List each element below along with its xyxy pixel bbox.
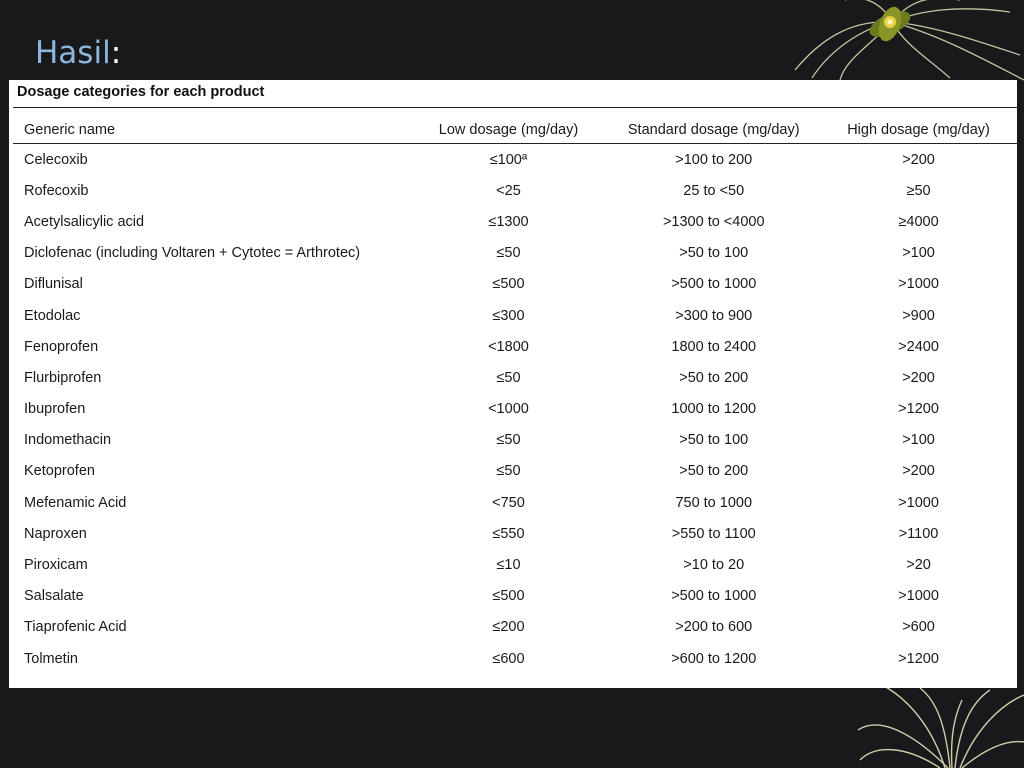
cell-low-dosage: ≤50 — [496, 245, 521, 262]
cell-generic-name: Diflunisal — [24, 276, 83, 293]
cell-high-dosage: >1200 — [898, 650, 939, 667]
cell-standard-dosage: >10 to 20 — [683, 557, 745, 574]
cell-standard-dosage: 25 to <50 — [683, 182, 745, 199]
table-row — [13, 238, 1017, 269]
table-row — [13, 269, 1017, 300]
cell-standard-dosage: >550 to 1100 — [671, 525, 756, 542]
column-header-low-dosage: Low dosage (mg/day) — [438, 122, 579, 138]
cell-low-dosage: ≤500 — [492, 588, 525, 605]
cell-low-dosage: <1000 — [488, 401, 529, 418]
cell-low-dosage: ≤200 — [492, 619, 525, 636]
cell-standard-dosage: >100 to 200 — [675, 151, 753, 168]
cell-low-dosage: ≤50 — [496, 463, 521, 480]
table-footnote-cutoff — [27, 685, 1007, 688]
cell-generic-name: Salsalate — [24, 588, 84, 605]
cell-generic-name: Ibuprofen — [24, 401, 86, 418]
cell-low-dosage: ≤500 — [492, 276, 525, 293]
cell-low-dosage: <25 — [496, 182, 521, 199]
table-top-rule — [13, 107, 1017, 108]
cell-standard-dosage: >600 to 1200 — [671, 650, 757, 667]
cell-high-dosage: >1200 — [898, 401, 939, 418]
slide-title-text: Hasil — [35, 35, 111, 71]
cell-high-dosage: ≥50 — [906, 182, 931, 199]
cell-high-dosage: >200 — [902, 369, 935, 386]
table-row — [13, 581, 1017, 612]
cell-high-dosage: >1100 — [898, 525, 939, 542]
cell-low-dosage: ≤600 — [492, 650, 525, 667]
table-row — [13, 394, 1017, 425]
table-row — [13, 331, 1017, 362]
cell-generic-name: Naproxen — [24, 525, 87, 542]
table-row — [13, 643, 1017, 674]
cell-standard-dosage: 1800 to 2400 — [671, 338, 757, 355]
cell-high-dosage: >1000 — [898, 494, 939, 511]
cell-high-dosage: >200 — [902, 151, 935, 168]
table-row — [13, 175, 1017, 206]
cell-high-dosage: >100 — [902, 432, 935, 449]
column-header-generic-name: Generic name — [24, 122, 116, 138]
table-row — [13, 425, 1017, 456]
table-row — [13, 456, 1017, 487]
table-row — [13, 300, 1017, 331]
cell-low-dosage: ≤50 — [496, 432, 521, 449]
cell-low-dosage: <1800 — [488, 338, 529, 355]
cell-standard-dosage: 1000 to 1200 — [671, 401, 757, 418]
cell-high-dosage: >900 — [902, 307, 935, 324]
table-row — [13, 206, 1017, 237]
cell-generic-name: Piroxicam — [24, 557, 88, 574]
slide-title — [35, 33, 121, 73]
column-header-high-dosage: High dosage (mg/day) — [847, 122, 990, 138]
cell-generic-name: Etodolac — [24, 307, 81, 324]
cell-high-dosage: >2400 — [898, 338, 939, 355]
table-row — [13, 144, 1017, 175]
cell-standard-dosage: >50 to 200 — [679, 369, 749, 386]
cell-generic-name: Indomethacin — [24, 432, 112, 449]
cell-low-dosage: <750 — [492, 494, 525, 511]
cell-generic-name: Mefenamic Acid — [24, 494, 127, 511]
table-caption: Dosage categories for each product — [17, 84, 265, 100]
cell-high-dosage: >1000 — [898, 276, 939, 293]
cell-high-dosage: >200 — [902, 463, 935, 480]
table-row — [13, 549, 1017, 580]
slide-title-colon: : — [110, 35, 122, 71]
cell-standard-dosage: >500 to 1000 — [671, 276, 757, 293]
cell-high-dosage: >20 — [906, 557, 931, 574]
table-body — [13, 144, 1017, 674]
cell-high-dosage: >1000 — [898, 588, 939, 605]
cell-generic-name: Diclofenac (including Voltaren + Cytotec = Arthrotec) — [24, 245, 361, 262]
table-header-row — [13, 116, 1017, 144]
cell-standard-dosage: >300 to 900 — [675, 307, 753, 324]
cell-standard-dosage: >50 to 100 — [679, 245, 749, 262]
cell-standard-dosage: >50 to 100 — [679, 432, 749, 449]
dosage-table-document — [9, 80, 1017, 688]
cell-generic-name: Fenoprofen — [24, 338, 99, 355]
cell-low-dosage: ≤50 — [496, 369, 521, 386]
table-row — [13, 612, 1017, 643]
column-header-standard-dosage: Standard dosage (mg/day) — [627, 122, 800, 138]
cell-low-dosage: ≤300 — [492, 307, 525, 324]
table-row — [13, 487, 1017, 518]
flower-head-icon — [866, 4, 914, 45]
cell-high-dosage: >100 — [902, 245, 935, 262]
cell-generic-name: Rofecoxib — [24, 182, 89, 199]
cell-high-dosage: ≥4000 — [898, 213, 939, 230]
table-row — [13, 518, 1017, 549]
cell-high-dosage: >600 — [902, 619, 935, 636]
cell-generic-name: Tolmetin — [24, 650, 78, 667]
cell-standard-dosage: >500 to 1000 — [671, 588, 757, 605]
cell-generic-name: Tiaprofenic Acid — [24, 619, 127, 636]
table-row — [13, 362, 1017, 393]
cell-generic-name: Flurbiprofen — [24, 369, 102, 386]
cell-standard-dosage: 750 to 1000 — [675, 494, 753, 511]
dosage-table — [13, 116, 1017, 674]
cell-generic-name: Celecoxib — [24, 151, 88, 168]
cell-low-dosage: ≤100ª — [489, 151, 528, 168]
cell-low-dosage: ≤1300 — [488, 213, 529, 230]
cell-standard-dosage: >50 to 200 — [679, 463, 749, 480]
cell-generic-name: Acetylsalicylic acid — [24, 213, 145, 230]
cell-standard-dosage: >1300 to <4000 — [662, 213, 765, 230]
cell-low-dosage: ≤550 — [492, 525, 525, 542]
cell-standard-dosage: >200 to 600 — [675, 619, 753, 636]
cell-generic-name: Ketoprofen — [24, 463, 95, 480]
cell-low-dosage: ≤10 — [496, 557, 521, 574]
